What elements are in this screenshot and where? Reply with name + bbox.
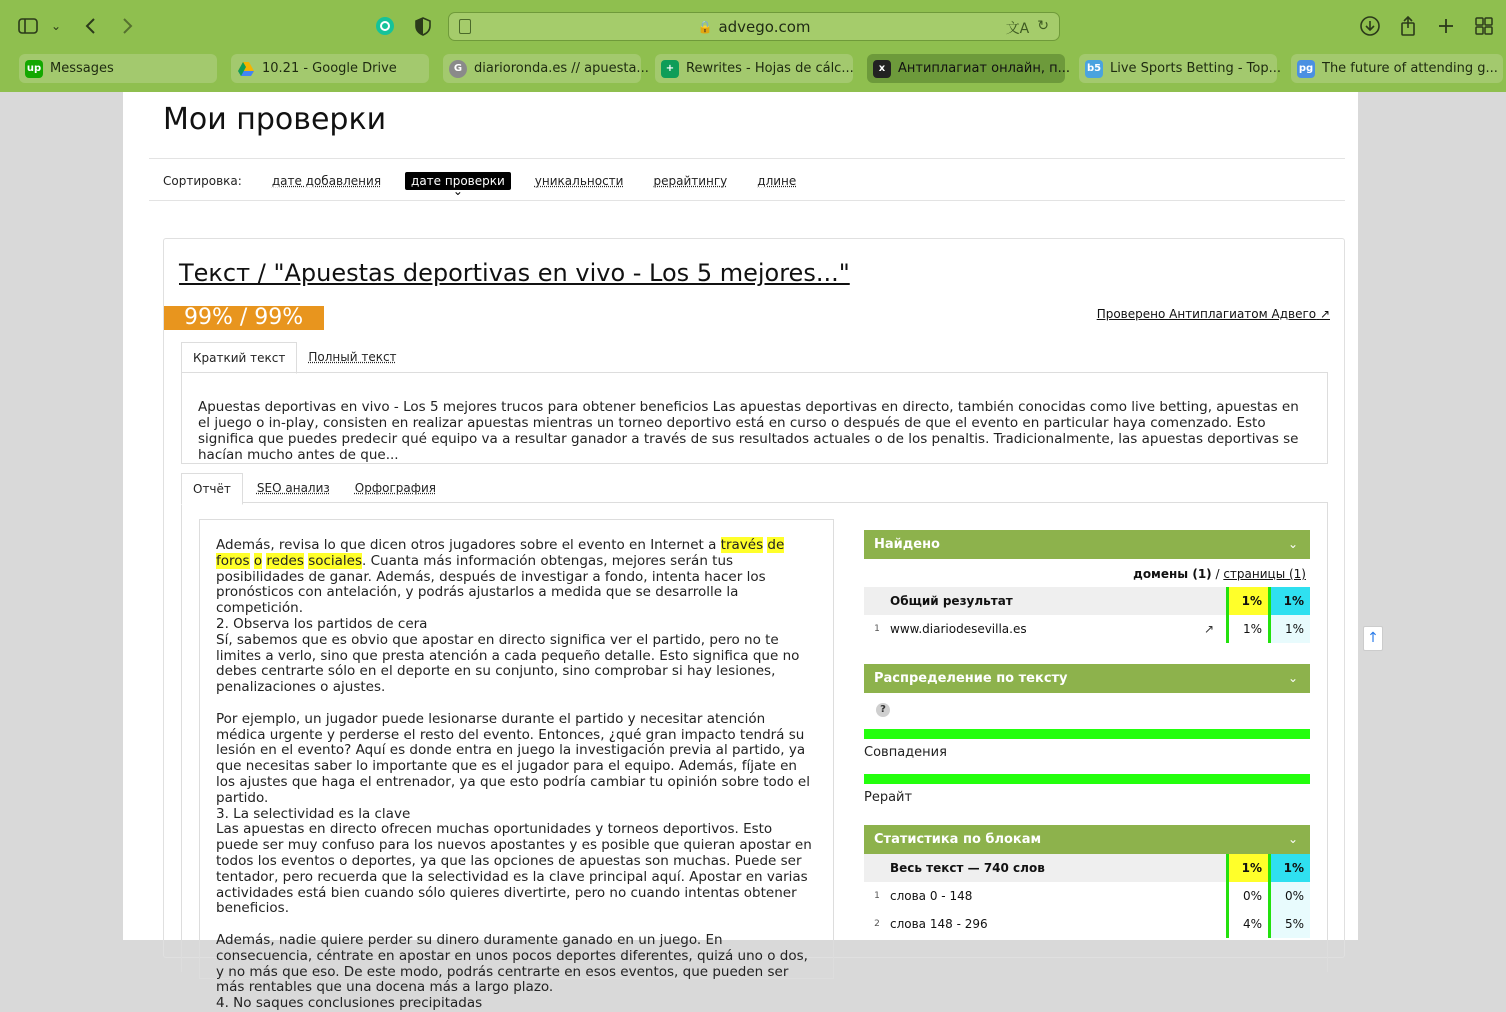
external-link-icon: ↗ (1319, 307, 1330, 321)
section-title: Распределение по тексту (874, 671, 1068, 686)
tab-label: Live Sports Betting - Top... (1110, 61, 1281, 76)
text-heading: 3. La selectividad es la clave (216, 805, 411, 822)
blocks-total-label: Весь текст — 740 слов (890, 861, 1045, 875)
block-row[interactable] (864, 910, 1310, 938)
lock-icon: 🔒 (697, 19, 713, 34)
scroll-to-top-button[interactable]: ↑ (1363, 626, 1383, 651)
rewrite-percent: 0% (1268, 882, 1310, 910)
grammarly-icon[interactable] (371, 12, 399, 40)
b5-icon: b5 (1085, 60, 1103, 78)
browser-tab[interactable] (231, 54, 429, 83)
text-tabs (181, 342, 408, 374)
text-heading: 4. No saques conclusiones precipitadas (216, 995, 483, 1012)
grey-g-icon: G (449, 60, 467, 78)
browser-tab[interactable] (1291, 54, 1503, 83)
upwork-icon: up (25, 60, 43, 78)
row-number: 1 (874, 891, 880, 901)
browser-tab[interactable] (1079, 54, 1281, 83)
tab-spelling[interactable] (344, 473, 447, 505)
match-percent: 1% (1226, 587, 1268, 615)
rewrite-bar-label: Рерайт (864, 790, 913, 805)
text-paragraph (216, 538, 817, 696)
sort-bar (163, 172, 820, 190)
sort-by-length[interactable]: длине (757, 174, 797, 188)
advego-icon: x (873, 60, 891, 78)
sort-by-uniqueness[interactable]: уникальности (534, 174, 624, 188)
total-result-row (864, 587, 1310, 615)
external-link-icon[interactable]: ↗ (1204, 622, 1215, 636)
tab-label: Антиплагиат онлайн, п... (898, 61, 1070, 76)
chevron-down-icon: ⌄ (1287, 832, 1298, 846)
rewrite-percent: 5% (1268, 910, 1310, 938)
browser-tab[interactable] (19, 54, 217, 83)
results-sidebar (864, 530, 1310, 938)
distribution-section-header[interactable] (864, 664, 1310, 693)
document-title-link[interactable]: Текст / "Apuestas deportivas en vivo - Los 5 mejores..." (179, 259, 850, 287)
domains-count[interactable]: домены (1) (1133, 567, 1212, 581)
text-span: Además, revisa lo que dicen otros jugadores sobre el evento en Internet a (216, 537, 721, 553)
tab-label: The future of attending g... (1322, 61, 1498, 76)
text-span: Sí, sabemos que es obvio que apostar en directo significa ver el partido, pero no te limites a verlo, sino que presta atención a cada pequeño detalle. Esto significa que no debes centrarte sólo en el deporte en su conjunto, sino comprobar si hay lesiones, penalizaciones o ajustes. (216, 631, 800, 696)
match-highlight[interactable]: foros (216, 552, 250, 569)
sort-by-added[interactable]: дате добавления (271, 174, 382, 188)
source-domain[interactable]: www.diariodesevilla.es (890, 622, 1027, 636)
blocks-section-header[interactable] (864, 825, 1310, 854)
help-icon[interactable]: ? (876, 703, 890, 717)
report-text (199, 519, 834, 1012)
forward-icon[interactable] (113, 12, 141, 40)
block-range: слова 0 - 148 (890, 889, 973, 903)
new-tab-icon[interactable] (1432, 12, 1460, 40)
match-highlight[interactable]: de (767, 537, 785, 553)
chevron-down-icon: ⌄ (1287, 671, 1298, 685)
text-heading: 2. Observa los partidos de cera (216, 615, 428, 632)
divider (149, 200, 1345, 201)
download-icon[interactable] (1356, 12, 1384, 40)
text-paragraph (216, 712, 817, 917)
report-tabs (181, 473, 447, 505)
pg-icon: pg (1297, 60, 1315, 78)
tab-label: SEO анализ (256, 481, 330, 495)
url-text: advego.com (718, 17, 811, 36)
sidebar-toggle-icon[interactable] (14, 12, 42, 40)
total-result-label: Общий результат (890, 594, 1013, 608)
row-number: 2 (874, 919, 880, 929)
chevron-down-icon[interactable]: ⌄ (50, 19, 62, 33)
text-span: Por ejemplo, un jugador puede lesionarse durante el partido y necesitar atención médica urgente y perderse el resto del evento. Entonces, ¿qué gran impacto tendrá su lesión en el evento? Aquí es donde entra en juego la investigación previa al partido, ya que necesitas saber lo importante que es el jugador para el equipo. Además, fíjate en los ajustes que haga el entrenador, ya que esto podría cambiar tu opinión sobre todo el partido. (216, 710, 810, 806)
tab-full-text[interactable] (297, 342, 407, 374)
back-icon[interactable] (77, 12, 105, 40)
chevron-down-icon: ⌄ (1287, 537, 1298, 551)
text-span: Además, nadie quiere perder su dinero duramente ganado en un juego. En consecuencia, céntrate en apostar en unos pocos deportes diferentes, quizá uno o dos, y no más que eso. De este modo, podrás centrarte en esos eventos, que pueden ser más rentables que una docena más a largo plazo. (216, 931, 808, 996)
uniqueness-score-bar: 99% / 99% (164, 306, 324, 330)
page-content (123, 92, 1358, 1012)
tab-label: Орфография (354, 481, 436, 495)
pages-count-link[interactable]: страницы (1) (1223, 567, 1306, 581)
matches-bar-label: Совпадения (864, 745, 947, 760)
source-row[interactable] (864, 615, 1310, 643)
text-span: Las apuestas en directo ofrecen muchas oportunidades y torneos deportivos. Esto puede ser muy confuso para los nuevos apostantes y es posible que quieran apostar en todos los eventos o deportes, ya que las opciones de apuestas son muchas. Puede ser tentador, pero recuerda que la selectividad es la clave principal aquí. Apostar en varias actividades está bien cuando sólo quieres divertirte, pero no cuando intentas obtener beneficios. (216, 821, 812, 917)
tab-overview-icon[interactable] (1470, 12, 1498, 40)
tab-short-text[interactable]: Краткий текст (181, 342, 297, 374)
browser-toolbar (0, 0, 1506, 92)
match-highlight[interactable]: sociales (308, 552, 363, 569)
translate-icon[interactable]: 文A (1005, 21, 1030, 37)
browser-tab-active[interactable] (867, 54, 1070, 83)
found-section-header[interactable] (864, 530, 1310, 559)
divider (149, 158, 1345, 159)
shield-icon[interactable] (409, 12, 437, 40)
sort-by-rewriting[interactable]: рерайтингу (653, 174, 728, 188)
tab-label: Полный текст (308, 350, 397, 364)
text-paragraph (216, 933, 817, 1012)
report-panel (181, 502, 1328, 1012)
found-counts: домены (1) / страницы (1) (1133, 567, 1306, 581)
rewrite-percent: 1% (1268, 854, 1310, 882)
rewrite-distribution-bar (864, 774, 1310, 784)
check-result-card (163, 238, 1345, 1012)
section-title: Статистика по блокам (874, 832, 1042, 847)
match-highlight[interactable]: redes (266, 552, 304, 569)
section-title: Найдено (874, 537, 940, 552)
sort-by-checked[interactable]: дате проверки ⌄ (405, 172, 511, 190)
tab-label: Messages (50, 61, 114, 76)
google-drive-icon (237, 60, 255, 78)
block-range: слова 148 - 296 (890, 917, 988, 931)
address-bar[interactable] (448, 12, 1060, 41)
matches-distribution-bar (864, 729, 1310, 739)
match-highlight[interactable]: o (253, 552, 263, 569)
match-percent: 1% (1226, 615, 1268, 643)
rewrite-percent: 1% (1268, 615, 1310, 643)
match-percent: 0% (1226, 882, 1268, 910)
match-percent: 4% (1226, 910, 1268, 938)
tab-report[interactable]: Отчёт (181, 473, 243, 505)
row-number: 1 (874, 624, 880, 634)
checked-link-label: Проверено Антиплагиатом Адвего (1096, 307, 1317, 321)
rewrite-percent: 1% (1268, 587, 1310, 615)
share-icon[interactable] (1394, 12, 1422, 40)
browser-tab[interactable] (655, 54, 853, 83)
short-text-box: Apuestas deportivas en vivo - Los 5 mejores trucos para obtener beneficios Las apuestas deportivas en directo, también conocidas como live betting, apuestas en el juego o in-play, consisten en realizar apuestas mientras un torneo deportivo está en curso o después de que el evento en particular haya comenzado. Esto significa que puedes predecir qué equipo va a resultar ganador a través de sus resultados actuales o de los penaltis. Tradicionalmente, las apuestas deportivas se hacían mucho antes de que... (181, 372, 1328, 464)
browser-tab[interactable] (443, 54, 649, 83)
tab-label: Rewrites - Hojas de cálc... (686, 61, 854, 76)
blocks-total-row (864, 854, 1310, 882)
match-highlight[interactable]: través (720, 537, 764, 553)
page-title: Мои проверки (163, 102, 387, 137)
tab-label: 10.21 - Google Drive (262, 61, 397, 76)
block-row[interactable] (864, 882, 1310, 910)
tab-seo-analysis[interactable] (246, 473, 341, 505)
sort-label: Сортировка: (163, 174, 242, 188)
text-span: . Cuanta más información obtengas, mejores serán tus posibilidades de ganar. Además, después de investigar a fondo, intenta hacer los pronósticos con antelación, y podrás ajustarlos a medida que se desarrolle la competición. (216, 552, 766, 617)
checked-by-antiplagiat-link[interactable] (1097, 307, 1330, 321)
match-percent: 1% (1226, 854, 1268, 882)
page-icon (459, 19, 471, 34)
reload-icon[interactable]: ↻ (1037, 18, 1049, 34)
tab-label: diarioronda.es // apuesta... (474, 61, 649, 76)
sheets-icon: + (661, 60, 679, 78)
